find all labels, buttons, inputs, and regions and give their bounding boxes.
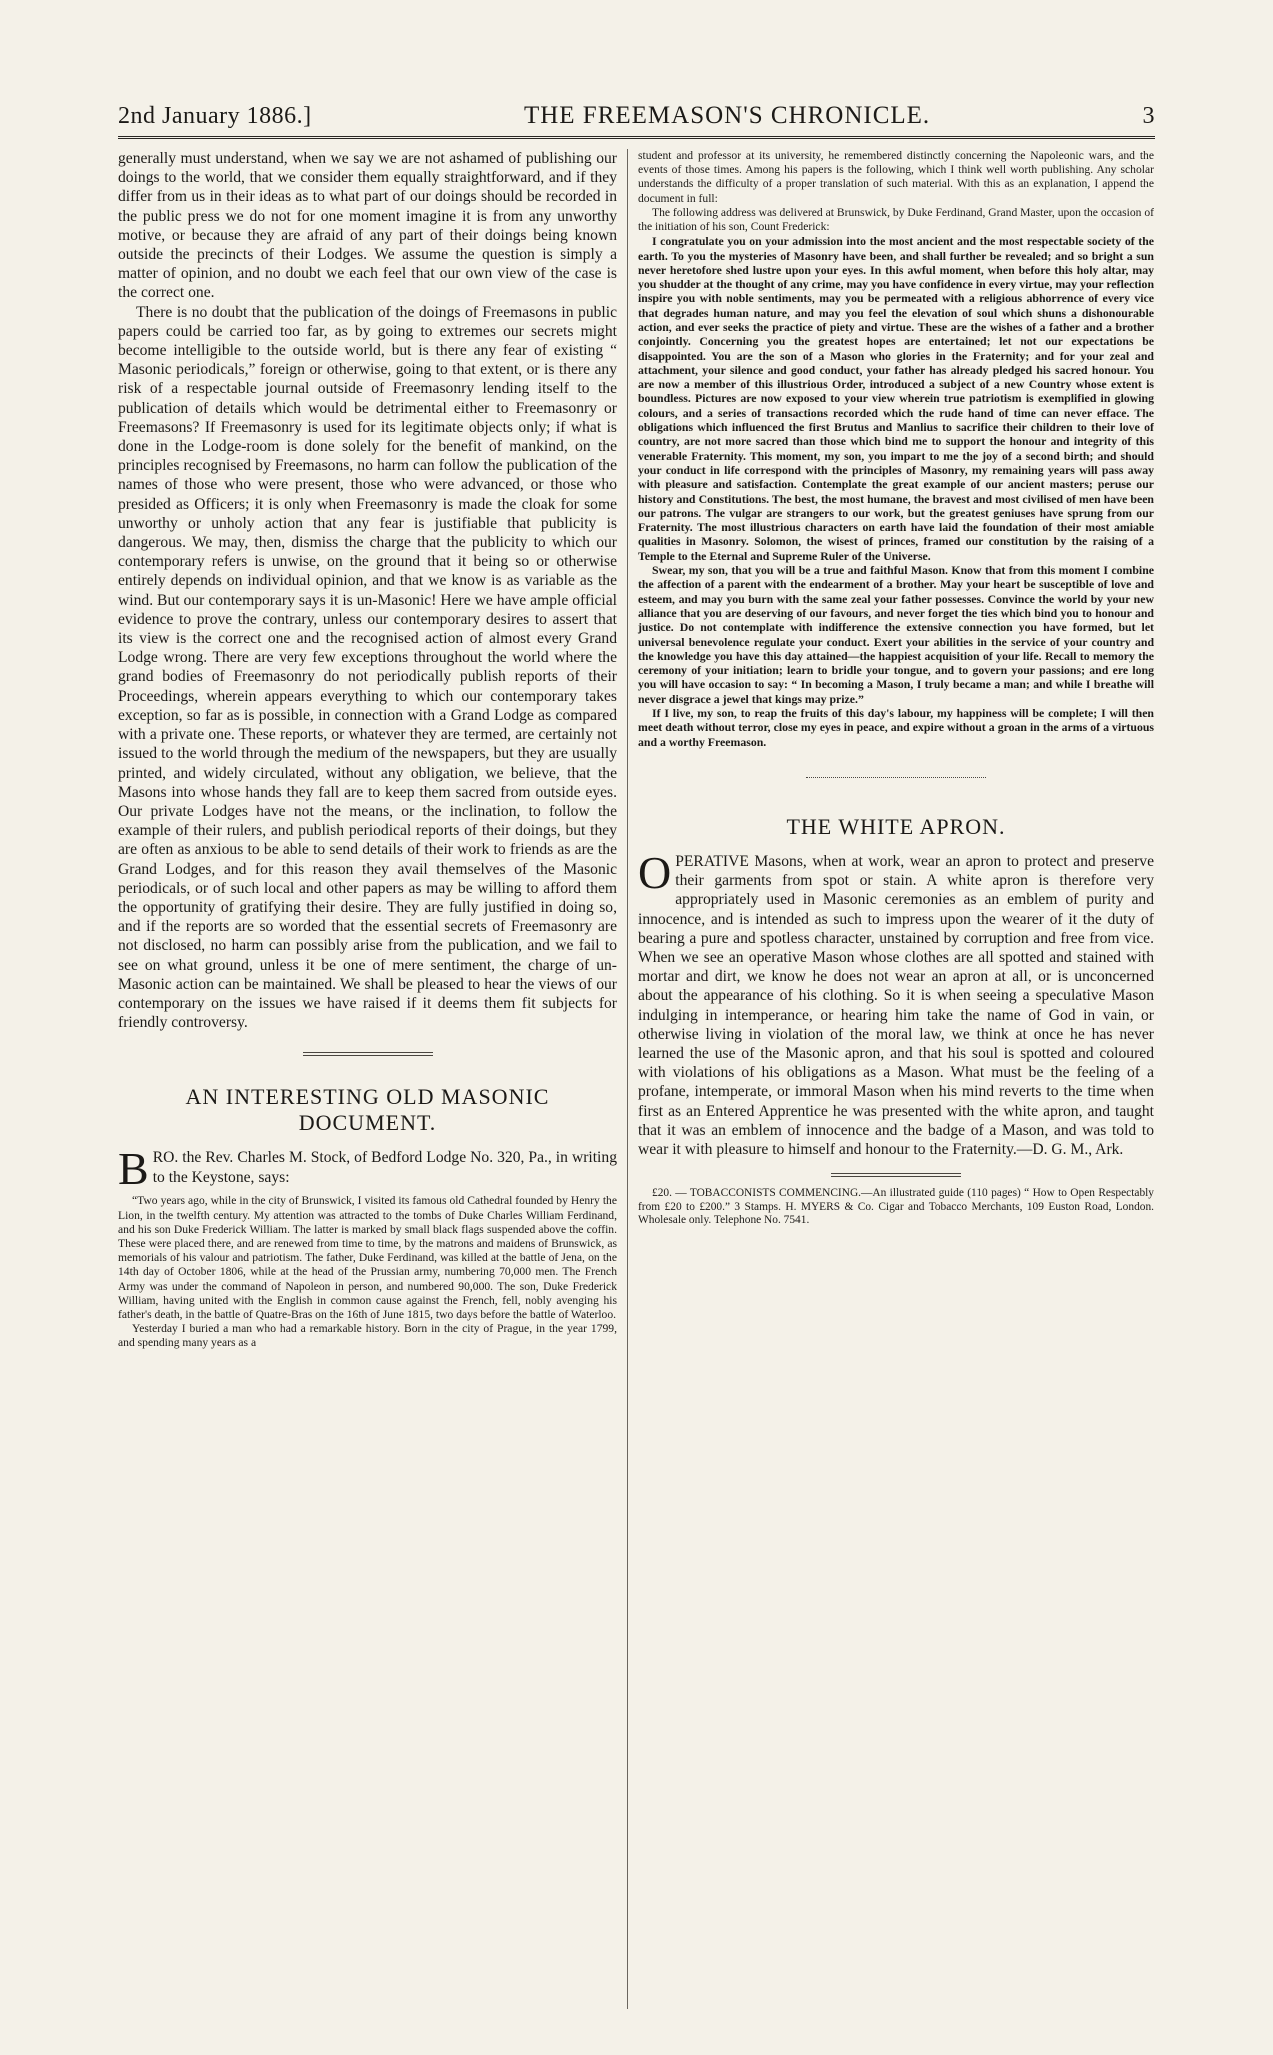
masthead-rule xyxy=(118,136,1155,139)
article-heading: AN INTERESTING OLD MASONIC DOCUMENT. xyxy=(185,1084,550,1136)
address-paragraph: Swear, my son, that you will be a true and faithful Mason. Know that from this moment I combine the affection of a parent with the endearment of a brother. May your heart be susceptible of love and esteem, and may you burn with the same zeal your father possesses. Convince the world by your new alliance that you are deserving of our favours, and never forget the ties which bind you to honour and justice. Do not contemplate with indifference the extensive connection you have formed, but let universal benevolence regulate your conduct. Exert your abilities in the service of your country and the knowledge you have this day attained—the happiest acquisition of your life. Recall to memory the ceremony of your initiation; learn to bridle your tongue, and to govern your passions; and ere long you will have occasion to say: “ In becoming a Mason, I truly became a man; and while I breathe will never disgrace a jewel that kings may prize.” xyxy=(638,563,1154,706)
address-intro: The following address was delivered at Brunswick, by Duke Ferdinand, Grand Master, upon the occasion of the initiation of his son, Count Frederick: xyxy=(638,205,1154,234)
article-heading: THE WHITE APRON. xyxy=(786,813,1006,839)
masthead xyxy=(118,102,1155,130)
editorial-article xyxy=(118,149,617,1032)
letter-paragraph: Yesterday I buried a man who had a remarkable history. Born in the city of Prague, in the year 1799, and spending many years as a xyxy=(118,1322,617,1350)
letter-continuation xyxy=(638,149,1154,234)
page-number: 3 xyxy=(1142,103,1155,129)
advertisement xyxy=(638,1187,1154,1228)
drop-cap: B xyxy=(118,1148,149,1189)
issue-date: 2nd January 1886.] xyxy=(118,103,312,129)
article-lead-text: RO. the Rev. Charles M. Stock, of Bedford Lodge No. 320, Pa., in writing to the Keystone, says: xyxy=(152,1149,617,1186)
section-divider xyxy=(303,1052,433,1056)
grand-master-address xyxy=(638,234,1154,749)
continuation-paragraph: student and professor at its university, he remembered distinctly concerning the Napoleonic wars, and the events of those times. Among his papers is the following, which I think well worth publishing. Any scholar understands the difficulty of a proper translation of such material. With this as an explanation, I append the document in full: xyxy=(638,149,1154,205)
section-divider xyxy=(806,777,986,780)
editorial-paragraph: generally must understand, when we say we are not ashamed of publishing our doings to the world, that we consider them equally straightforward, and if they differ from us in their ideas as to what part of our doings should be recorded in the public press we do not for one moment imagine it is from any unworthy motive, or because they are afraid of any part of their doings being known outside the precincts of their Lodges. We assume the question is simply a matter of opinion, and no doubt we each feel that our own view of the case is the correct one. xyxy=(118,150,617,302)
letter-paragraph: “Two years ago, while in the city of Brunswick, I visited its famous old Cathedral founded by Henry the Lion, in the twelfth century. My attention was attracted to the tombs of Duke Charles William Ferdinand, and his son Duke Frederick William. The latter is marked by small black flags suspended above the coffin. These were placed there, and are renewed from time to time, by the matrons and maidens of Brunswick, as memorials of his valour and patriotism. The father, Duke Ferdinand, was killed at the battle of Jena, on the 14th day of October 1806, while at the head of the Prussian army, numbering 70,000 men. The French Army was under the command of Napoleon in person, and numbered 90,000. The son, Duke Frederick William, having united with the English in common cause against the French, fell, nobly avenging his father's death, in the battle of Quatre-Bras on the 16th of June 1815, two days before the battle of Waterloo. xyxy=(118,1194,617,1321)
address-paragraph: I congratulate you on your admission into the most ancient and the most respectable society of the earth. To you the mysteries of Masonry have been, and shall further be revealed; and so bright a sun never heretofore shed lustre upon your eyes. In this awful moment, when before this holy altar, may you shudder at the thought of any crime, may you have confidence in every virtue, may your reflection inspire you with noble sentiments, may you be permeated with a religious abhorrence of every vice that degrades human nature, and may you feel the elevation of soul which shuns a dishonourable action, and ever seeks the practice of piety and virtue. These are the wishes of a father and a brother conjointly. Concerning you the greatest hopes are entertained; let not our expectations be disappointed. You are the son of a Mason who glories in the Fraternity; and for your zeal and attachment, your silence and good conduct, your father has already pledged his sacred honour. You are now a member of this illustrious Order, introduced a subject of a new Country whose extent is boundless. Pictures are now exposed to your view wherein true patriotism is exemplified in glowing colours, and a series of transactions recorded which the rude hand of time can never efface. The obligations which influenced the first Brutus and Manlius to sacrifice their children to their love of country, are not more sacred than those which bind me to support the honour and integrity of this venerable Fraternity. This moment, my son, you impart to me the joy of a second birth; and should your conduct in life correspond with the principles of Masonry, my remaining years will pass away with pleasure and satisfaction. Contemplate the great example of our ancient masters; peruse our history and Constitutions. The best, the most humane, the bravest and most civilised of men have been our patrons. The vulgar are strangers to our work, but the greatest geniuses have sprung from our Fraternity. The most illustrious characters on earth have laid the foundation of their most amiable qualities in Masonry. Solomon, the wisest of princes, framed our constitution by the raising of a Temple to the Eternal and Supreme Ruler of the Universe. xyxy=(638,234,1154,563)
white-apron-text: PERATIVE Masons, when at work, wear an apron to protect and preserve their garments from spot or stain. A white apron is therefore very appropriately used in Masonic ceremonies as an emblem of purity and innocence, and is intended as such to impress upon the wearer of it the duty of bearing a pure and spotless character, unstained by corruption and free from vice. When we see an operative Mason whose clothes are all spotted and stained with mortar and dirt, we know he does not wear an apron at all, or is unconcerned about the appearance of his clothing. So it is when seeing a speculative Mason indulging in intemperance, or hearing him take the name of God in vain, or otherwise living in violation of the moral law, we think at once he has never learned the use of the Masonic apron, and that his soul is spotted and coloured with violations of his obligations as a Mason. What must be the feeling of a profane, intemperate, or immoral Mason when his mind reverts to the time when first as an Entered Apprentice he was presented with the white apron, and taught that it was an emblem of innocence and the badge of a Mason, and was told to wear it with pleasure to himself and honour to the Fraternity.—D. G. M., Ark. xyxy=(638,852,1154,1158)
section-divider xyxy=(831,1173,961,1177)
newspaper-title: THE FREEMASON'S CHRONICLE. xyxy=(523,102,931,129)
left-column xyxy=(118,149,628,2009)
editorial-paragraph: There is no doubt that the publication of the doings of Freemasons in public papers could be carried too far, as by going to extremes our secrets might become intelligible to the outside world, but is there any fear of existing “ Masonic periodicals,” foreign or otherwise, going to that extent, or is there any risk of a respectable journal outside of Freemasonry lending itself to the publication of details which would be detrimental either to Freemasonry or Freemasons? If Freemasonry is used for its legitimate objects only; if what is done in the Lodge-room is done solely for the benefit of mankind, on the principles recognised by Freemasons, no harm can follow the publication of the names of those who were present, those who were advanced, or those who presided as Officers; it is only when Freemasonry is made the cloak for some unworthy or unholy action that any fear is justifiable that publicity is dangerous. We may, then, dismiss the charge that the publicity to which our contemporary refers is unwise, on the ground that it being so or otherwise entirely depends on individual opinion, and that we know is as variable as the wind. But our contemporary says it is un-Masonic! Here we have ample official evidence to prove the contrary, unless our contemporary desires to assert that its view is the correct one and the recognised action of almost every Grand Lodge wrong. There are very few exceptions throughout the world where the grand bodies of Freemasonry do not periodically publish reports of their Proceedings, wherein appears everything to which our contemporary takes exception, so far as is possible, in connection with a Grand Lodge as compared with a private one. These reports, or whatever they are termed, are certainly not issued to the world through the medium of the newspapers, but they are usually printed, and widely circulated, without any obligation, we believe, that the Masons into whose hands they fall are to keep them sacred from outside eyes. Our private Lodges have not the means, or the inclination, to follow the example of their rulers, and publish periodical reports of their doings, but they are often as anxious to be able to send details of their work to friends as are the Grand Lodges, and for this reason they avail themselves of the Masonic periodicals, or of such local and other papers as may be willing to afford them the opportunity of gratifying their desire. They are fully justified in doing so, and if the reports are so worded that the essential secrets of Freemasonry are not disclosed, no harm can possibly arise from the publication, and we fail to see on what ground, unless it be one of mere sentiment, the charge of un-Masonic action can be maintained. We shall be pleased to hear the views of our contemporary on the issues we have raised if it deems them fit subjects for friendly controversy. xyxy=(118,303,617,1032)
article-lead xyxy=(118,1148,617,1188)
columns xyxy=(118,149,1155,2009)
white-apron-article xyxy=(638,852,1154,1159)
drop-cap: O xyxy=(638,851,672,898)
address-paragraph: If I live, my son, to reap the fruits of this day's labour, my happiness will be complete; I will then meet death without terror, close my eyes in peace, and expire without a groan in the arms of a virtuous and a worthy Freemason. xyxy=(638,706,1154,749)
advertisement-text: £20. — TOBACCONISTS COMMENCING.—An illustrated guide (110 pages) “ How to Open Respectably from £20 to £200.” 3 Stamps. H. MYERS & Co. Cigar and Tobacco Merchants, 109 Euston Road, London. Wholesale only. Telephone No. 7541. xyxy=(638,1187,1154,1227)
quoted-letter xyxy=(118,1194,617,1350)
right-column xyxy=(628,149,1154,2009)
